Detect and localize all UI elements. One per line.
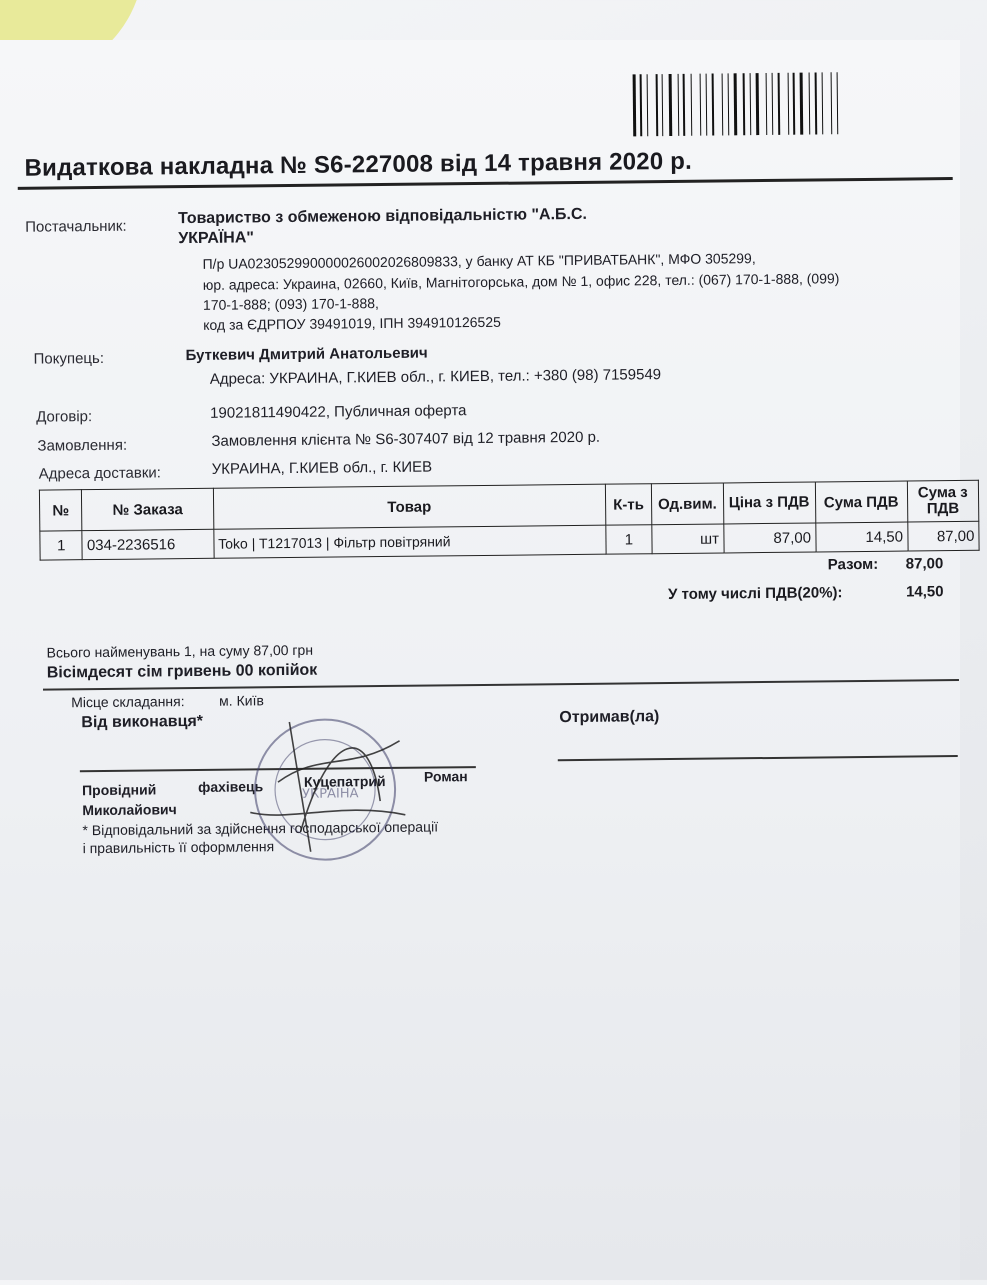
barcode-bar	[782, 73, 786, 135]
row-qty: 1	[605, 525, 652, 554]
supplier-name-line-2: УКРАЇНА"	[178, 229, 255, 248]
col-product-header: Товар	[213, 484, 605, 529]
barcode-bar	[793, 73, 796, 135]
col-sum-header: Сума з ПДВ	[907, 480, 979, 522]
barcode-bar	[694, 74, 698, 136]
col-price-header: Ціна з ПДВ	[723, 482, 815, 524]
row-vat: 14,50	[815, 522, 907, 552]
barcode-bar	[712, 74, 715, 136]
contract-value: 19021811490422, Публичная оферта	[210, 402, 467, 422]
supplier-label: Постачальник:	[25, 217, 127, 236]
barcode-bar	[833, 72, 836, 134]
barcode-bar	[637, 74, 639, 136]
barcode-bar	[650, 74, 654, 136]
barcode-bar	[640, 74, 643, 136]
supplier-phones: 170-1-888; (093) 170-1-888,	[202, 295, 379, 313]
barcode-bar	[746, 73, 749, 135]
signer-patronymic: Миколайович	[82, 801, 177, 819]
buyer-address: Адреса: УКРАИНА, Г.КИЕВ обл., г. КИЕВ, тел.: +380 (98) 7159549	[209, 366, 662, 388]
buyer-name: Буткевич Дмитрий Анатольевич	[185, 344, 428, 365]
barcode-bar	[805, 73, 807, 135]
barcode-bar	[674, 74, 676, 136]
delivery-value: УКРАИНА, Г.КИЕВ обл., г. КИЕВ	[211, 458, 433, 478]
vat-label: У тому числі ПДВ(20%):	[667, 584, 843, 604]
col-qty-header: К-ть	[605, 484, 652, 525]
row-order-number: 034-2236516	[82, 529, 214, 559]
contract-label: Договір:	[36, 408, 93, 426]
col-number-header: №	[39, 490, 82, 531]
row-sum: 87,00	[907, 521, 979, 551]
barcode-bar	[683, 74, 686, 136]
barcode-bar	[768, 73, 771, 135]
barcode-bar	[772, 73, 774, 135]
amount-in-words: Вісімдесят сім гривень 00 копійок	[46, 661, 318, 682]
row-price: 87,00	[723, 523, 815, 553]
barcode-bar	[800, 73, 804, 135]
barcode-bar	[724, 73, 727, 135]
barcode-bar	[815, 72, 818, 134]
responsibility-footnote-1: * Відповідальний за здійснення господарської операції	[82, 818, 439, 839]
supplier-bank-account: П/р UA023052990000026002026809833, у банку АТ КБ "ПРИВАТБАНК", МФО 305299,	[202, 250, 756, 272]
barcode-bar	[728, 73, 730, 135]
barcode-bar	[837, 72, 839, 134]
order-value: Замовлення клієнта № S6-307407 від 12 травня 2020 р.	[211, 428, 601, 450]
barcode-bar	[680, 74, 682, 136]
delivery-label: Адреса доставки:	[38, 464, 162, 483]
receiver-signature-line	[558, 755, 958, 761]
col-order-header: № Заказа	[82, 488, 214, 530]
barcode-bar	[706, 74, 708, 136]
barcode-bar	[734, 73, 738, 135]
barcode-bar	[778, 73, 781, 135]
barcode-bar	[659, 74, 661, 136]
barcode-bar	[811, 72, 814, 134]
document-title: Видаткова накладна № S6-227008 від 14 травня 2020 р.	[24, 147, 693, 182]
items-table	[39, 480, 980, 561]
stamp-text: УКРАЇНА	[302, 786, 359, 802]
buyer-label: Покупець:	[33, 349, 105, 368]
barcode-bar	[750, 73, 752, 135]
barcode-bar	[756, 73, 760, 135]
supplier-name-line-1: Товариство з обмеженою відповідальністю "А.Б.С.	[177, 205, 588, 228]
barcode-bar	[822, 72, 824, 134]
barcode-bar	[825, 72, 829, 134]
signer-surname: Куцепатрий	[303, 773, 386, 790]
vat-value: 14,50	[905, 583, 944, 601]
total-label: Разом:	[827, 555, 879, 574]
barcode-bar	[662, 74, 664, 136]
place-label: Місце складання:	[71, 693, 185, 711]
col-vat-header: Сума ПДВ	[815, 481, 907, 523]
barcode-bar	[702, 74, 705, 136]
barcode-bar	[633, 74, 637, 136]
issuer-label: Від виконавця*	[81, 712, 204, 732]
receiver-label: Отримав(ла)	[559, 708, 660, 727]
barcode-bar	[647, 74, 649, 136]
col-unit-header: Од.вим.	[652, 483, 724, 525]
barcode-bar	[716, 73, 720, 135]
order-label: Замовлення:	[37, 436, 128, 455]
barcode-bar	[761, 73, 764, 135]
supplier-codes: код за ЄДРПОУ 39491019, ІПН 394910126525	[203, 313, 501, 333]
barcode	[633, 71, 930, 136]
company-stamp	[229, 711, 421, 863]
row-number: 1	[40, 531, 83, 560]
row-unit: шт	[652, 524, 724, 554]
barcode-bar	[790, 73, 792, 135]
signer-position-1: Провідний	[81, 781, 157, 799]
barcode-bar	[691, 74, 693, 136]
responsibility-footnote-2: і правильність її оформлення	[82, 838, 275, 857]
barcode-bar	[669, 74, 673, 136]
signer-first-name: Роман	[423, 768, 468, 785]
row-product: Toko | T1217013 | Фільтр повітряний	[214, 525, 606, 558]
items-count-summary: Всього найменувань 1, на суму 87,00 грн	[46, 641, 314, 661]
signer-position-2: фахівець	[197, 778, 264, 795]
barcode-bar	[841, 72, 844, 134]
barcode-bar	[739, 73, 741, 135]
place-value: м. Київ	[219, 692, 264, 709]
supplier-legal-address: юр. адреса: Украина, 02660, Київ, Магнітогорська, дом № 1, офис 228, тел.: (067) 170-1-888, (099)	[202, 270, 840, 293]
total-value: 87,00	[905, 555, 944, 573]
